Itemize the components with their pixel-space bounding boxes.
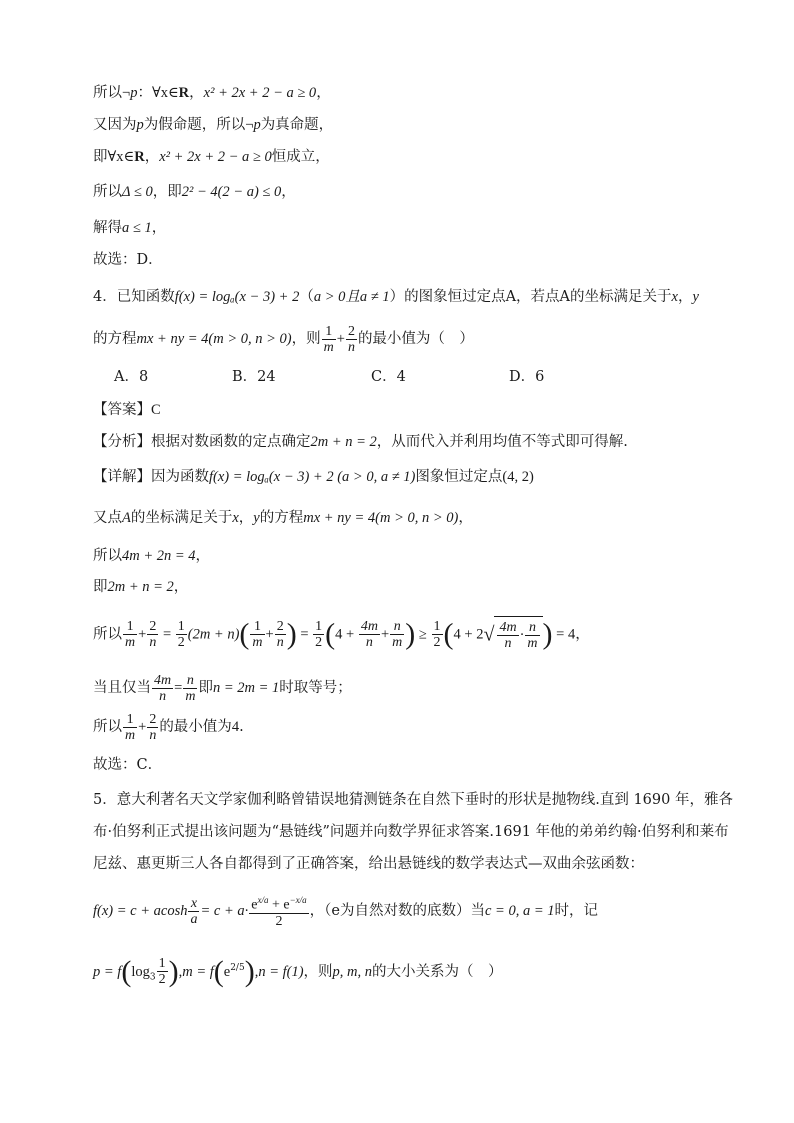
option-c[interactable]: C．4 <box>371 369 406 385</box>
text: 时，记 <box>554 903 598 919</box>
text: ， <box>316 85 331 101</box>
text: 因为函数 <box>151 469 209 485</box>
var-p: p <box>253 117 261 133</box>
math: = c + a· <box>200 903 249 919</box>
option-b[interactable]: B．24 <box>232 369 276 385</box>
text: 恒成立， <box>271 149 330 165</box>
text: . <box>239 719 244 735</box>
text: ，（ <box>309 903 332 919</box>
math: p = f <box>93 963 122 980</box>
q4-step-6: 所以 $\frac{1}{m}$ + $\frac{2}{n}$ 的最小值为4. <box>93 711 244 743</box>
text: 即 <box>93 149 108 165</box>
q4-step-2 <box>93 545 734 567</box>
q4-step-3 <box>93 576 734 598</box>
fraction: $\frac{1}{2}$ <box>433 619 441 650</box>
text: ，则 <box>303 963 333 980</box>
math: Δ ≤ 0 <box>122 184 153 200</box>
text: 解得 <box>93 220 122 236</box>
text: 即 <box>198 680 213 696</box>
analysis-tag: 【分析】 <box>93 434 151 450</box>
text: 图象恒过定点 <box>415 469 503 485</box>
q5-stem-line-1: 5．意大利著名天文学家伽利略曾错误地猜测链条在自然下垂时的形状是抛物线.直到 1690 年，雅各 <box>93 792 733 808</box>
text: 又因为 <box>93 117 137 133</box>
forall: ∀x∈ <box>151 85 179 101</box>
q5-stem-line-3: 尼兹、惠更斯三人各自都得到了正确答案，给出悬链线的数学表达式—双曲余弦函数： <box>93 856 644 872</box>
text: 所以 <box>93 184 122 200</box>
solution-line-6: 故选：D． <box>93 252 163 268</box>
sqrt: √ $\frac{4m}{n}$ · $\frac{n}{m}$ <box>483 616 542 653</box>
fraction: $\frac{2}{n}$ <box>149 711 157 743</box>
solution-line-3 <box>93 146 734 168</box>
q5-stem-line-2: 布·伯努利正式提出该问题为“悬链线”问题并向数学界征求答案.1691 年他的弟弟约翰·伯努利和莱布 <box>93 824 729 840</box>
math: 2² − 4(2 − a) ≤ 0 <box>181 184 282 200</box>
var-y: y <box>253 510 260 526</box>
q4-final: 故选：C． <box>93 757 163 773</box>
math: 2m + n = 2 <box>310 434 377 450</box>
answer-tag: 【答案】 <box>93 402 151 418</box>
fraction: $\frac{1}{m}$ <box>125 619 136 650</box>
math: m = f <box>182 963 214 980</box>
text: 所以 <box>93 719 122 735</box>
inequality: x² + 2x + 2 − a ≥ 0 <box>203 85 317 101</box>
option-d[interactable]: D．6 <box>509 369 545 385</box>
text: ）当 <box>455 903 485 919</box>
q5-stem-line-4 <box>93 893 734 929</box>
text: ， <box>458 510 473 526</box>
text: ，即 <box>152 184 182 200</box>
text: 所以 <box>93 85 122 101</box>
text: ， <box>281 184 296 200</box>
text: 又点 <box>93 510 122 526</box>
detail-tag: 【详解】 <box>93 469 151 485</box>
text: 4．已知函数 <box>93 289 175 305</box>
text: ，则 <box>291 331 321 347</box>
var-p: p <box>130 85 138 101</box>
var-x: x <box>671 289 678 305</box>
equation: mx + ny = 4(m > 0, n > 0) <box>136 331 292 347</box>
fraction: $\frac{1}{2}$ <box>177 619 185 650</box>
cosh-def: f(x) = c + acosh <box>93 903 188 919</box>
fraction-2-over-n: $\frac{2}{n}$ <box>347 323 355 355</box>
fraction: $\frac{n}{m}$ <box>392 619 403 650</box>
fraction: $\frac{4m}{n}$ <box>360 619 378 650</box>
fraction-1-over-m: $\frac{1}{m}$ <box>323 323 334 355</box>
text: 所以 <box>93 548 122 564</box>
solution-line-5 <box>93 217 734 239</box>
q4-stem-line-2: 的方程mx + ny = 4(m > 0, n > 0)，则 $\frac{1}{m}$ + $\frac{2}{n}$ 的最小值为（ ） <box>93 323 474 355</box>
text: ， <box>173 579 189 595</box>
text: 时取等号； <box>279 680 352 696</box>
math: 2m + n = 2 <box>107 579 174 595</box>
math: f(x) = logₐ(x − 3) + 2 (a > 0, a ≠ 1) <box>209 469 416 485</box>
text: 当且仅当 <box>93 680 151 696</box>
neg-symbol: ¬ <box>122 85 131 101</box>
solution-line-4 <box>93 181 734 203</box>
text: ： <box>137 85 152 101</box>
math: 4m + 2n = 4 <box>122 548 196 564</box>
text: ， <box>238 510 254 526</box>
text: 即 <box>93 579 108 595</box>
q4-step-4-chain: 所以 $\frac{1}{m}$ + $\frac{2}{n}$ = $\frac{1}{2}$ (2m + n)( $\frac{1}{m}$ + $\frac{2}{n}$ ) = $\frac{1}{2}$ (4 + $\frac{4m}{n}$ + $\frac{n}{m}$ ) ≥ $\frac{1}{2}$ (4 + 2√ $\frac{4m}{n}$ · $\frac{n}{m}$ ) = 4， <box>93 616 734 653</box>
math: p, m, n <box>332 963 373 980</box>
fraction: $\frac{n}{m}$ <box>185 672 196 704</box>
answer-value: C <box>151 402 161 418</box>
text: 的最小值为 <box>159 719 232 735</box>
q4-analysis <box>93 431 734 453</box>
text: e为自然对数的底数 <box>331 903 456 919</box>
point: (4, 2) <box>502 469 534 485</box>
text: 的最小值为（ ） <box>357 331 474 347</box>
inequality: x² + 2x + 2 − a ≥ 0 <box>159 149 272 165</box>
text: 为真命题， <box>260 117 334 133</box>
text: ， <box>189 85 204 101</box>
text: 的方程 <box>259 510 304 526</box>
math: n = 2m = 1 <box>212 680 280 696</box>
text: ）的图象恒过定点A，若点A的坐标满足关于 <box>389 289 672 305</box>
value: 4 <box>231 719 240 735</box>
text: ， <box>195 548 211 564</box>
text: 的大小关系为（ ） <box>372 963 503 980</box>
fraction: $\frac{1}{m}$ <box>252 619 263 650</box>
fraction: $\frac{1}{2}$ <box>315 619 323 650</box>
var-y: y <box>692 289 699 305</box>
text: ， <box>677 289 693 305</box>
solution-line-1 <box>93 82 734 104</box>
math: n = f(1) <box>258 963 304 980</box>
q4-step-1 <box>93 507 734 529</box>
fraction: $\frac{2}{n}$ <box>149 619 157 650</box>
q4-answer <box>93 399 734 421</box>
fraction: $\frac{4m}{n}$ <box>154 672 172 704</box>
function-def: f(x) = logₐ(x − 3) + 2 <box>174 289 300 305</box>
text: 的坐标满足关于 <box>130 510 233 526</box>
text: 根据对数函数的定点确定 <box>151 434 311 450</box>
fraction: $\frac{1}{m}$ <box>125 711 136 743</box>
equation: mx + ny = 4(m > 0, n > 0) <box>303 510 459 526</box>
fraction: $\frac{1}{2}$ <box>158 956 166 988</box>
text: ， <box>151 220 167 236</box>
q4-detail <box>93 466 734 488</box>
q5-stem-line-5: $p = f(\log_3$ $\frac{1}{2}$ )$,m = f(e^{2/5}),n = f(1)$，则p, m, n的大小关系为（ ） <box>93 954 503 988</box>
text: （ <box>299 289 314 305</box>
reals: R <box>134 149 145 165</box>
condition: a > 0且a ≠ 1 <box>313 289 390 305</box>
text: ，从而代入并利用均值不等式即可得解. <box>376 434 628 450</box>
q4-step-5: 当且仅当 $\frac{4m}{n}$ = $\frac{n}{m}$ 即n = 2m = 1时取等号； <box>93 672 352 704</box>
fraction: $\frac{2}{n}$ <box>276 619 284 650</box>
text: 所以 <box>93 626 122 643</box>
var-p: p <box>136 117 144 133</box>
fraction: $\frac{x}{a}$ <box>190 895 198 927</box>
reals: R <box>178 85 190 101</box>
fraction-exp: $\frac{e^{x/a} + e^{-x/a}}{2}$ <box>251 895 307 929</box>
forall: ∀x∈ <box>107 149 135 165</box>
math: c = 0, a = 1 <box>484 903 555 919</box>
var-A: A <box>122 510 131 526</box>
text: ， <box>144 149 160 165</box>
var-x: x <box>232 510 239 526</box>
text: 为假命题，所以 <box>143 117 246 133</box>
math: a ≤ 1 <box>122 220 152 236</box>
q4-stem-line-1 <box>93 286 734 308</box>
text: 的方程 <box>93 331 137 347</box>
neg-symbol: ¬ <box>245 117 254 133</box>
option-a[interactable]: A．8 <box>114 369 149 385</box>
solution-line-2 <box>93 114 734 136</box>
